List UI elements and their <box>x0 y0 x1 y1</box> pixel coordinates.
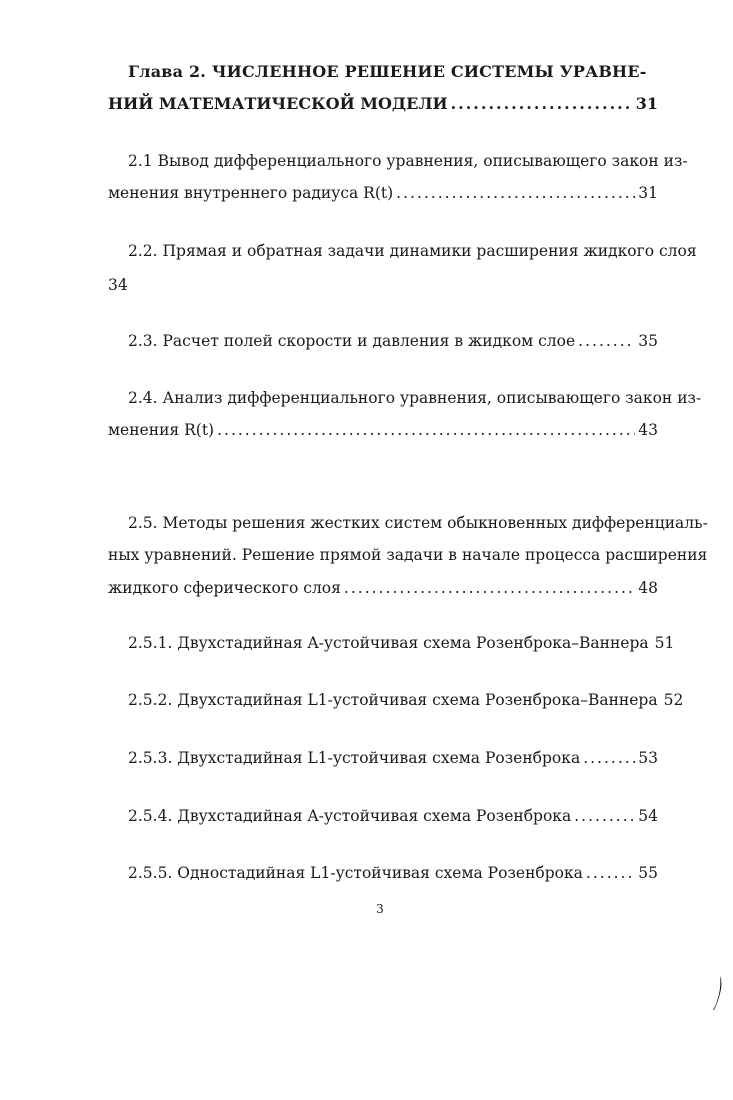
entry-2-5-line-2 <box>108 540 708 570</box>
entry-2-5-page: 48 <box>638 579 658 597</box>
entry-2-5-3-text: 2.5.3. Двухстадийная L1-устойчивая схема Розенброка <box>128 749 581 767</box>
leader-dots <box>344 577 635 599</box>
entry-2-4-text-2: менения R(t) <box>108 421 215 439</box>
entry-2-5-5-page: 55 <box>638 864 658 882</box>
entry-2-2-line-1[interactable] <box>128 236 697 266</box>
entry-2-2-text-1: 2.2. Прямая и обратная задачи динамики расширения жидкого слоя <box>128 242 697 260</box>
entry-2-5-2-text: 2.5.2. Двухстадийная L1-устойчивая схема Розенброка–Ваннера <box>128 691 658 709</box>
entry-2-4-line-2[interactable] <box>108 419 658 441</box>
chapter-2-heading-line-1 <box>128 57 663 87</box>
leader-dots <box>586 862 635 884</box>
entry-2-5-1-page: 51 <box>654 634 675 652</box>
leader-dots <box>217 419 635 441</box>
entry-2-1-text-2: менения внутреннего радиуса R(t) <box>108 184 394 202</box>
entry-2-2-line-2 <box>108 270 208 300</box>
leader-dots <box>583 747 635 769</box>
entry-2-5-3-line[interactable] <box>128 747 658 769</box>
entry-2-1-line-1 <box>128 146 688 176</box>
entry-2-5-text-1: 2.5. Методы решения жестких систем обыкновенных дифференциаль- <box>128 514 708 532</box>
chapter-2-heading-line-2[interactable] <box>108 93 658 115</box>
chapter-2-label: Глава 2. <box>128 62 207 81</box>
entry-2-1-text-1: 2.1 Вывод дифференциального уравнения, описывающего закон из- <box>128 152 688 170</box>
entry-2-5-text-2: ных уравнений. Решение прямой задачи в начале процесса расширения <box>108 546 708 564</box>
entry-2-5-4-text: 2.5.4. Двухстадийная A-устойчивая схема Розенброка <box>128 807 572 825</box>
entry-2-3-text: 2.3. Расчет полей скорости и давления в жидком слое <box>128 332 576 350</box>
entry-2-4-page: 43 <box>638 421 658 439</box>
entry-2-5-text-3: жидкого сферического слоя <box>108 579 341 597</box>
entry-2-1-line-2[interactable] <box>108 182 658 204</box>
leader-dots <box>574 805 635 827</box>
chapter-2-page: 31 <box>635 94 658 113</box>
entry-2-5-2-page: 52 <box>663 691 684 709</box>
entry-2-4-text-1: 2.4. Анализ дифференциального уравнения, описывающего закон из- <box>128 389 702 407</box>
entry-2-5-4-line[interactable] <box>128 805 658 827</box>
entry-2-3-page: 35 <box>638 332 658 350</box>
chapter-2-title-line-2: НИЙ МАТЕМАТИЧЕСКОЙ МОДЕЛИ <box>108 94 448 113</box>
entry-2-5-2-line[interactable] <box>128 689 684 711</box>
entry-2-2-page: 34 <box>108 276 128 294</box>
entry-2-3-line[interactable] <box>128 330 658 352</box>
chapter-2-title-line-1: ЧИСЛЕННОЕ РЕШЕНИЕ СИСТЕМЫ УРАВНЕ- <box>211 62 647 81</box>
entry-2-5-3-page: 53 <box>638 749 658 767</box>
entry-2-1-page: 31 <box>638 184 658 202</box>
leader-dots <box>578 330 635 352</box>
entry-2-4-line-1 <box>128 383 702 413</box>
entry-2-5-4-page: 54 <box>638 807 658 825</box>
leader-dots <box>451 93 633 115</box>
entry-2-5-1-text: 2.5.1. Двухстадийная A-устойчивая схема Розенброка–Ваннера <box>128 634 649 652</box>
entry-2-5-line-1 <box>128 508 708 538</box>
entry-2-5-1-line[interactable] <box>128 632 675 654</box>
entry-2-5-5-line[interactable] <box>128 862 658 884</box>
entry-2-5-line-3[interactable] <box>108 577 658 599</box>
pen-mark-icon <box>712 975 722 1011</box>
leader-dots <box>396 182 635 204</box>
page-number: 3 <box>376 902 384 916</box>
entry-2-5-5-text: 2.5.5. Одностадийная L1-устойчивая схема Розенброка <box>128 864 583 882</box>
